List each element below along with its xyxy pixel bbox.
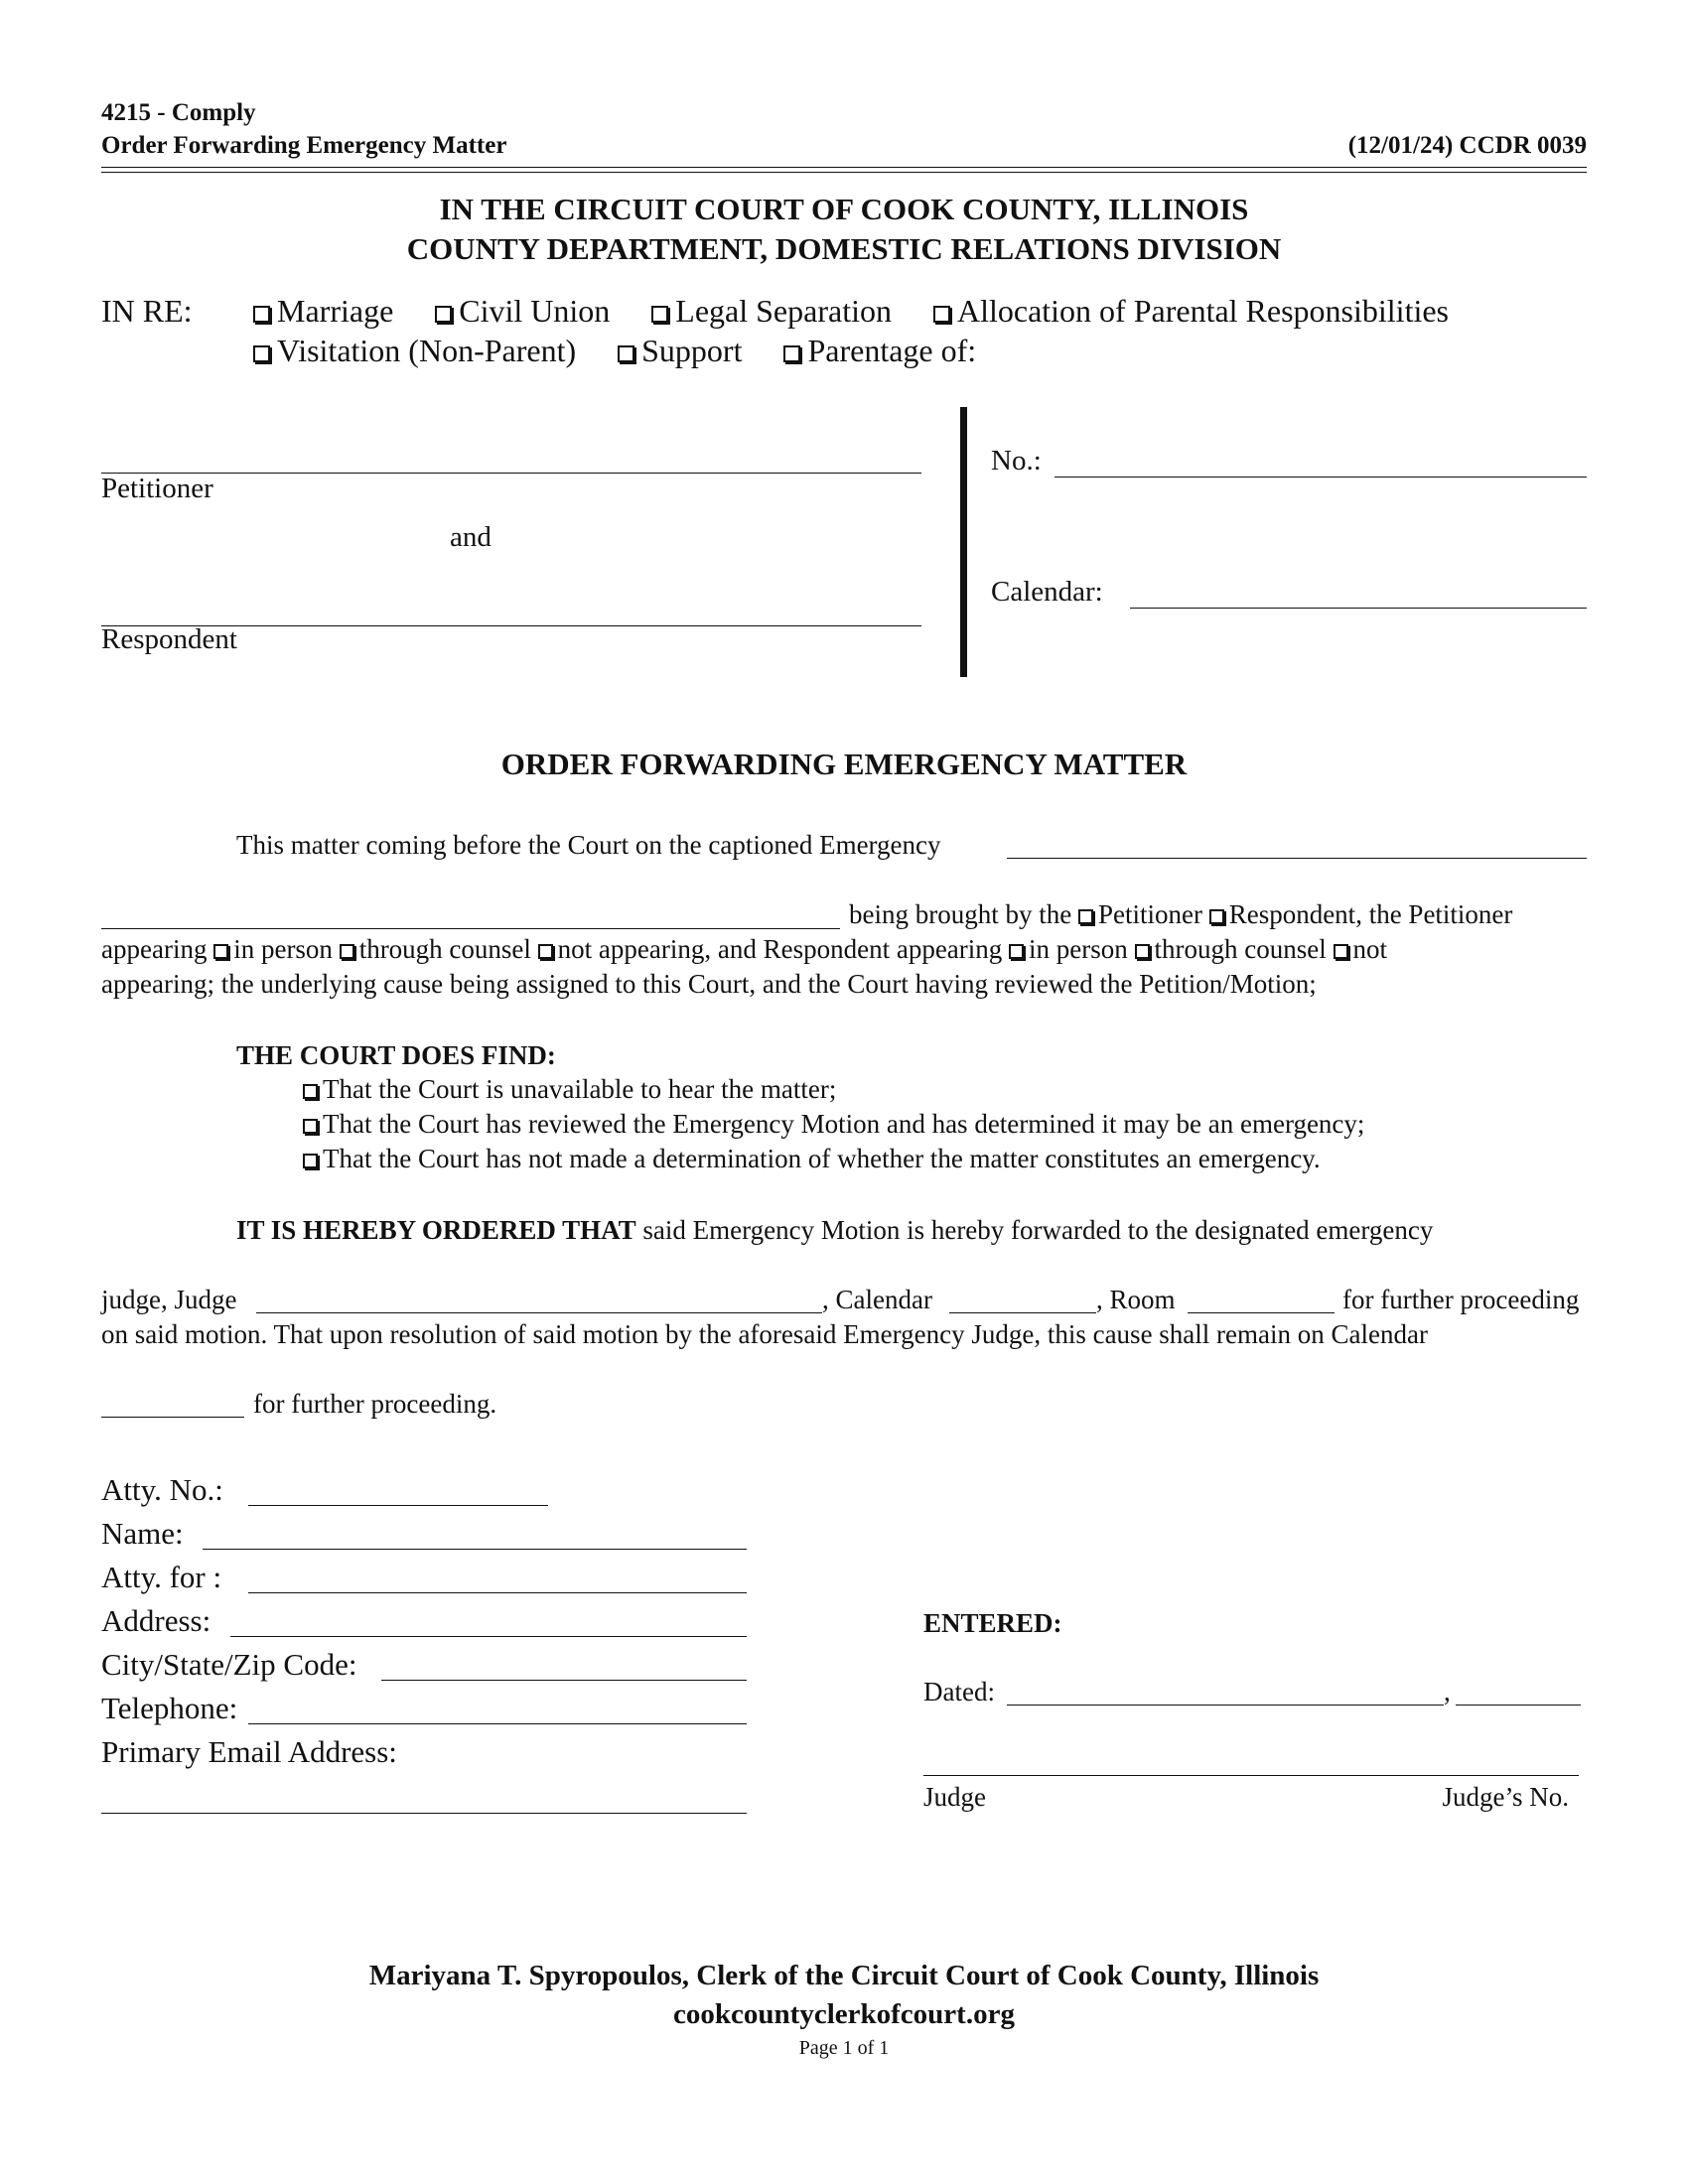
footer-clerk: Mariyana T. Spyropoulos, Clerk of the Circuit Court of Cook County, Illinois (368, 1960, 1320, 1991)
checkbox-icon[interactable] (1135, 944, 1150, 959)
petitioner-through-counsel[interactable]: through counsel (340, 934, 531, 964)
atty-no-label: Atty. No.: (101, 1472, 223, 1507)
telephone-label: Telephone: (101, 1691, 238, 1725)
findings-heading: THE COURT DOES FIND: (236, 1040, 556, 1070)
case-type-parentage[interactable]: Parentage of: (783, 333, 976, 368)
order-title: ORDER FORWARDING EMERGENCY MATTER (500, 747, 1188, 781)
checkbox-icon[interactable] (213, 944, 228, 959)
checkbox-icon[interactable] (1334, 944, 1348, 959)
for-further-label: for further proceeding. (253, 1389, 497, 1419)
email-label: Primary Email Address: (101, 1734, 397, 1769)
checkbox-icon[interactable] (1009, 944, 1024, 959)
case-number-label: No.: (991, 445, 1042, 477)
atty-no-field[interactable] (248, 1505, 548, 1506)
in-re-row2 (253, 333, 976, 369)
dated-label: Dated: (923, 1677, 995, 1706)
checkbox-icon[interactable] (340, 944, 354, 959)
finding-may-be-emergency[interactable]: That the Court has reviewed the Emergency Motion and has determined it may be an emergency; (303, 1109, 1364, 1140)
checkbox-icon[interactable] (538, 944, 553, 959)
room-field[interactable] (1188, 1312, 1335, 1313)
respondent-through-counsel[interactable]: through counsel (1135, 934, 1327, 964)
judge-number-label: Judge’s No. (1442, 1782, 1569, 1812)
emergency-calendar-field[interactable] (949, 1312, 1096, 1313)
checkbox-icon[interactable] (1078, 909, 1093, 924)
in-re-label: IN RE: (101, 293, 193, 329)
body-p1-line1: This matter coming before the Court on the captioned Emergency (236, 830, 941, 860)
atty-for-field[interactable] (248, 1592, 747, 1593)
case-type-civil-union[interactable]: Civil Union (435, 293, 610, 329)
dated-comma: , (1444, 1677, 1451, 1706)
body-p1-line2: being brought by the Petitioner Respondent, the Petitioner (849, 899, 1513, 929)
petitioner-in-person[interactable]: in person (213, 934, 333, 964)
address-label: Address: (101, 1603, 211, 1638)
in-re-row1 (253, 293, 1449, 330)
dated-field[interactable] (1007, 1705, 1444, 1706)
checkbox-icon[interactable] (1209, 909, 1224, 924)
checkbox-icon[interactable] (651, 306, 668, 323)
caption-divider (960, 407, 967, 677)
checkbox-icon[interactable] (933, 306, 950, 323)
checkbox-icon[interactable] (253, 345, 270, 362)
petitioner-not-appearing[interactable]: not appearing, and Respondent appearing (538, 934, 1003, 964)
body-p1-line3: appearing; the underlying cause being assigned to this Court, and the Court having reviewed the Petition/Motion; (101, 969, 1317, 999)
brought-by-petitioner[interactable]: Petitioner (1078, 899, 1202, 929)
form-code: 4215 - Comply (101, 99, 256, 126)
checkbox-icon[interactable] (783, 345, 800, 362)
emergency-judge-field[interactable] (256, 1312, 822, 1313)
judge-label: judge, Judge (101, 1285, 237, 1314)
respondent-label: Respondent (101, 623, 237, 655)
ordered-line: IT IS HEREBY ORDERED THAT said Emergency Motion is hereby forwarded to the designated emergency (236, 1215, 1434, 1245)
city-state-zip-label: City/State/Zip Code: (101, 1647, 357, 1682)
case-type-support[interactable]: Support (618, 333, 742, 368)
case-type-visitation[interactable]: Visitation (Non-Parent) (253, 333, 576, 368)
petitioner-label: Petitioner (101, 473, 213, 504)
form-revision: (12/01/24) CCDR 0039 (1347, 132, 1587, 159)
room-label: , Room (1096, 1285, 1176, 1314)
atty-name-label: Name: (101, 1516, 184, 1551)
petitioner-field[interactable] (101, 473, 921, 474)
checkbox-icon[interactable] (435, 306, 452, 323)
case-type-marriage[interactable]: Marriage (253, 293, 393, 329)
resolution-line: on said motion. That upon resolution of said motion by the aforesaid Emergency Judge, this cause shall remain on Calendar (101, 1319, 1428, 1349)
atty-name-field[interactable] (203, 1549, 747, 1550)
body-p1-line2b: appearing in person through counsel not appearing, and Respondent appearing in person through counsel not (101, 934, 1388, 964)
calendar-field[interactable] (1130, 608, 1587, 609)
finding-unavailable[interactable]: That the Court is unavailable to hear the matter; (303, 1074, 836, 1105)
calendar-label: Calendar: (991, 576, 1103, 608)
atty-for-label: Atty. for : (101, 1560, 222, 1594)
court-title-line2: COUNTY DEPARTMENT, DOMESTIC RELATIONS DIVISION (406, 231, 1282, 266)
checkbox-icon[interactable] (303, 1084, 318, 1099)
checkbox-icon[interactable] (303, 1119, 318, 1134)
finding-no-determination[interactable]: That the Court has not made a determination of whether the matter constitutes an emergency. (303, 1144, 1321, 1174)
judge-label-signature: Judge (923, 1782, 986, 1812)
respondent-not-appearing[interactable]: not (1334, 934, 1388, 964)
further-proceeding-label: for further proceeding (1342, 1285, 1580, 1314)
case-type-legal-separation[interactable]: Legal Separation (651, 293, 892, 329)
checkbox-icon[interactable] (253, 306, 270, 323)
footer-website[interactable]: cookcountyclerkofcourt.org (673, 1998, 1015, 2030)
respondent-in-person[interactable]: in person (1009, 934, 1128, 964)
entered-label: ENTERED: (923, 1608, 1062, 1638)
judge-signature-field[interactable] (923, 1775, 1579, 1776)
case-number-field[interactable] (1055, 477, 1587, 478)
checkbox-icon[interactable] (618, 345, 634, 362)
emergency-type-field[interactable] (1007, 858, 1587, 859)
address-field[interactable] (230, 1636, 747, 1637)
city-state-zip-field[interactable] (381, 1680, 747, 1681)
court-title-line1: IN THE CIRCUIT COURT OF COOK COUNTY, ILLINOIS (439, 192, 1249, 226)
emergency-type-field-2[interactable] (101, 928, 840, 929)
remain-calendar-field[interactable] (101, 1417, 244, 1418)
header-divider-2 (101, 172, 1587, 173)
email-field[interactable] (101, 1813, 747, 1814)
dated-year-field[interactable] (1456, 1705, 1581, 1706)
checkbox-icon[interactable] (303, 1154, 318, 1168)
calendar-inline-label: , Calendar (822, 1285, 932, 1314)
form-title: Order Forwarding Emergency Matter (101, 132, 507, 159)
and-label: and (450, 521, 492, 553)
brought-by-respondent[interactable]: Respondent, the Petitioner (1209, 899, 1513, 929)
footer-page: Page 1 of 1 (798, 2037, 890, 2059)
header-divider (101, 167, 1587, 168)
case-type-allocation[interactable]: Allocation of Parental Responsibilities (933, 293, 1449, 329)
telephone-field[interactable] (248, 1723, 747, 1724)
